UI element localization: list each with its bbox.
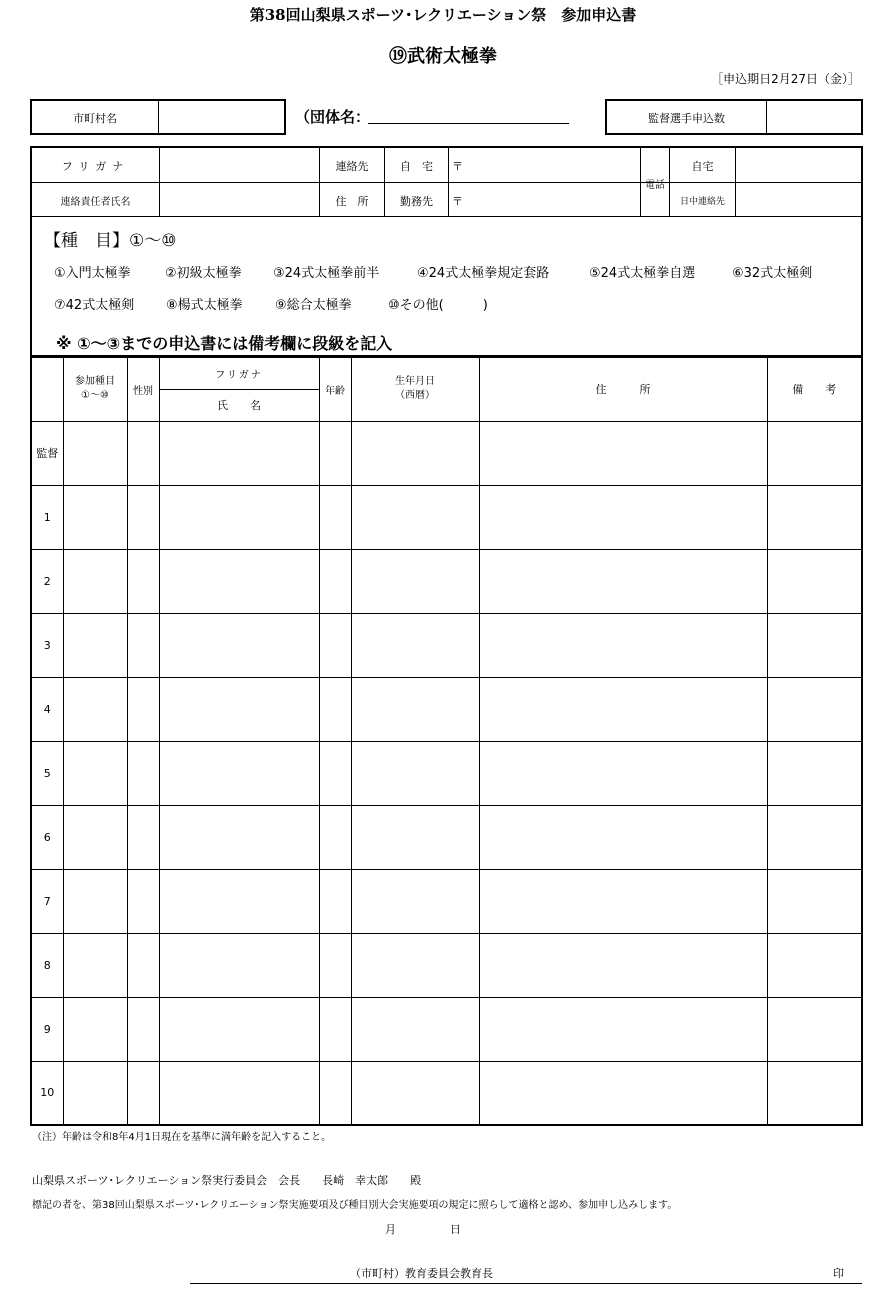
remarks-cell[interactable] <box>767 933 862 997</box>
address-cell[interactable] <box>479 1061 767 1125</box>
age-cell[interactable] <box>319 869 351 933</box>
address-cell[interactable] <box>479 805 767 869</box>
header-dob <box>351 357 479 421</box>
name-cell[interactable] <box>159 869 319 933</box>
age-cell[interactable] <box>319 485 351 549</box>
header-event-sub: ①～⑩ <box>81 390 109 402</box>
address-cell[interactable] <box>479 485 767 549</box>
dob-cell[interactable] <box>351 549 479 613</box>
age-cell[interactable] <box>319 741 351 805</box>
event-cell[interactable] <box>63 997 127 1061</box>
address-cell[interactable] <box>479 997 767 1061</box>
postal-mark-home: 〒 <box>452 160 463 173</box>
postal-mark-work: 〒 <box>452 195 463 208</box>
events-heading: 【種 目】①～⑩ <box>44 231 177 251</box>
event-cell[interactable] <box>63 869 127 933</box>
home-label: 自 宅 <box>400 160 433 173</box>
dob-cell[interactable] <box>351 997 479 1061</box>
addressee: 山梨県スポーツ･レクリエーション祭実行委員会 会長 長崎 幸太郎 殿 <box>32 1174 422 1187</box>
event-cell[interactable] <box>63 549 127 613</box>
participant-table <box>30 356 863 1126</box>
dob-cell[interactable] <box>351 869 479 933</box>
event-cell[interactable] <box>63 677 127 741</box>
sex-cell[interactable] <box>127 933 159 997</box>
count-box <box>605 99 863 135</box>
address-cell[interactable] <box>479 549 767 613</box>
header-address: 住 所 <box>479 357 767 421</box>
dob-cell[interactable] <box>351 485 479 549</box>
row-label: 4 <box>31 677 63 741</box>
sex-cell[interactable] <box>127 805 159 869</box>
event-3: ③24式太極拳前半 <box>273 266 380 281</box>
table-row <box>31 613 862 677</box>
event-title: ⑲武術太極拳 <box>389 46 497 67</box>
address-cell[interactable] <box>479 869 767 933</box>
row-label: 9 <box>31 997 63 1061</box>
event-cell[interactable] <box>63 613 127 677</box>
header-age: 年齢 <box>319 357 351 421</box>
remarks-cell[interactable] <box>767 805 862 869</box>
table-row <box>31 741 862 805</box>
address-cell[interactable] <box>479 613 767 677</box>
table-row <box>31 997 862 1061</box>
dob-cell[interactable] <box>351 613 479 677</box>
remarks-cell[interactable] <box>767 421 862 485</box>
address-cell[interactable] <box>479 933 767 997</box>
event-6: ⑥32式太極剣 <box>732 266 813 281</box>
remarks-cell[interactable] <box>767 997 862 1061</box>
age-cell[interactable] <box>319 933 351 997</box>
age-cell[interactable] <box>319 677 351 741</box>
header-sex: 性別 <box>127 357 159 421</box>
team-name-field[interactable] <box>368 105 569 124</box>
month-label: 月 <box>385 1223 396 1236</box>
header-name: 氏 名 <box>159 389 319 421</box>
table-row <box>31 485 862 549</box>
age-cell[interactable] <box>319 549 351 613</box>
row-label: 6 <box>31 805 63 869</box>
signer-label: （市町村）教育委員会教育長 <box>350 1267 493 1280</box>
header-dob-sub: （西暦） <box>395 390 435 402</box>
team-label: （団体名： <box>295 108 371 126</box>
age-cell[interactable] <box>319 421 351 485</box>
contact-section <box>30 146 863 357</box>
table-row <box>31 549 862 613</box>
event-cell[interactable] <box>63 421 127 485</box>
phone-day-field[interactable] <box>736 183 861 216</box>
event-1: ①入門太極拳 <box>54 266 131 281</box>
dob-cell[interactable] <box>351 421 479 485</box>
remarks-cell[interactable] <box>767 549 862 613</box>
furigana-label: フリガナ <box>61 160 130 173</box>
event-7: ⑦42式太極剣 <box>54 298 135 313</box>
event-5: ⑤24式太極拳自選 <box>589 266 696 281</box>
home-address-field[interactable] <box>464 148 640 182</box>
header-event-label: 参加種目 <box>75 376 115 388</box>
sex-cell[interactable] <box>127 613 159 677</box>
name-cell[interactable] <box>159 933 319 997</box>
age-cell[interactable] <box>319 613 351 677</box>
dob-cell[interactable] <box>351 677 479 741</box>
remarks-cell[interactable] <box>767 613 862 677</box>
contact-label: 連絡先 <box>335 160 369 173</box>
sex-cell[interactable] <box>127 677 159 741</box>
events-note: ※ ①～③までの申込書には備考欄に段級を記入 <box>56 334 393 353</box>
event-cell[interactable] <box>63 485 127 549</box>
sex-cell[interactable] <box>127 485 159 549</box>
remarks-cell[interactable] <box>767 1061 862 1125</box>
dob-cell[interactable] <box>351 741 479 805</box>
deadline: ［申込期日2月27日（金）］ <box>711 72 860 86</box>
table-row <box>31 805 862 869</box>
phone-label: 電話 <box>645 180 665 191</box>
work-address-field[interactable] <box>464 183 640 216</box>
name-cell[interactable] <box>159 997 319 1061</box>
address-cell[interactable] <box>479 677 767 741</box>
event-cell[interactable] <box>63 1061 127 1125</box>
municipality-field[interactable] <box>159 101 284 133</box>
event-2: ②初級太極拳 <box>165 266 242 281</box>
table-row <box>31 869 862 933</box>
row-label: 7 <box>31 869 63 933</box>
event-4: ④24式太極拳規定套路 <box>417 266 550 281</box>
address-label: 住 所 <box>335 195 369 208</box>
name-cell[interactable] <box>159 1061 319 1125</box>
remarks-cell[interactable] <box>767 869 862 933</box>
row-label: 監督 <box>31 421 63 485</box>
header-furigana: フリガナ <box>159 357 319 389</box>
signature-line <box>190 1283 862 1284</box>
name-cell[interactable] <box>159 421 319 485</box>
event-9: ⑨総合太極拳 <box>275 298 352 313</box>
header-event <box>63 357 127 421</box>
municipality-label: 市町村名 <box>73 112 117 125</box>
row-label: 5 <box>31 741 63 805</box>
day-label: 日 <box>450 1223 461 1236</box>
event-cell[interactable] <box>63 933 127 997</box>
count-field[interactable] <box>767 101 861 133</box>
furigana-field[interactable] <box>160 148 319 182</box>
phone-home-label: 自宅 <box>691 160 714 173</box>
responsible-name-field[interactable] <box>160 183 319 216</box>
municipality-box <box>30 99 286 135</box>
dob-cell[interactable] <box>351 933 479 997</box>
row-label: 2 <box>31 549 63 613</box>
row-label: 3 <box>31 613 63 677</box>
event-8: ⑧楊式太極拳 <box>166 298 243 313</box>
form-title: 第38回山梨県スポーツ･レクリエーション祭 参加申込書 <box>249 6 637 24</box>
event-cell[interactable] <box>63 741 127 805</box>
work-label: 勤務先 <box>400 195 433 208</box>
sex-cell[interactable] <box>127 549 159 613</box>
responsible-name-label: 連絡責任者氏名 <box>60 197 131 208</box>
header-dob-label: 生年月日 <box>395 376 435 388</box>
remarks-cell[interactable] <box>767 741 862 805</box>
sex-cell[interactable] <box>127 421 159 485</box>
age-note: （注）年齢は令和8年4月1日現在を基準に満年齢を記入すること。 <box>32 1132 332 1143</box>
sex-cell[interactable] <box>127 869 159 933</box>
header-blank <box>31 357 63 421</box>
dob-cell[interactable] <box>351 805 479 869</box>
name-cell[interactable] <box>159 549 319 613</box>
table-row <box>31 933 862 997</box>
name-cell[interactable] <box>159 805 319 869</box>
table-row <box>31 421 862 485</box>
age-cell[interactable] <box>319 1061 351 1125</box>
remarks-cell[interactable] <box>767 485 862 549</box>
dob-cell[interactable] <box>351 1061 479 1125</box>
sex-cell[interactable] <box>127 997 159 1061</box>
event-10: ⑩その他( ) <box>388 298 488 313</box>
sex-cell[interactable] <box>127 1061 159 1125</box>
age-cell[interactable] <box>319 997 351 1061</box>
table-row <box>31 1061 862 1125</box>
count-label: 監督選手申込数 <box>648 112 725 125</box>
row-label: 10 <box>31 1061 63 1125</box>
header-remarks: 備 考 <box>767 357 862 421</box>
statement: 標記の者を、第38回山梨県スポーツ･レクリエーション祭実施要項及び種目別大会実施要項の規定に照らして適格と認め、参加申し込みします。 <box>32 1200 678 1211</box>
name-cell[interactable] <box>159 485 319 549</box>
table-row <box>31 677 862 741</box>
name-cell[interactable] <box>159 613 319 677</box>
row-label: 8 <box>31 933 63 997</box>
remarks-cell[interactable] <box>767 677 862 741</box>
phone-home-field[interactable] <box>736 148 861 182</box>
event-cell[interactable] <box>63 805 127 869</box>
sex-cell[interactable] <box>127 741 159 805</box>
name-cell[interactable] <box>159 741 319 805</box>
seal-mark: 印 <box>833 1267 844 1280</box>
phone-day-label: 日中連絡先 <box>679 197 725 207</box>
address-cell[interactable] <box>479 741 767 805</box>
address-cell[interactable] <box>479 421 767 485</box>
row-label: 1 <box>31 485 63 549</box>
name-cell[interactable] <box>159 677 319 741</box>
age-cell[interactable] <box>319 805 351 869</box>
